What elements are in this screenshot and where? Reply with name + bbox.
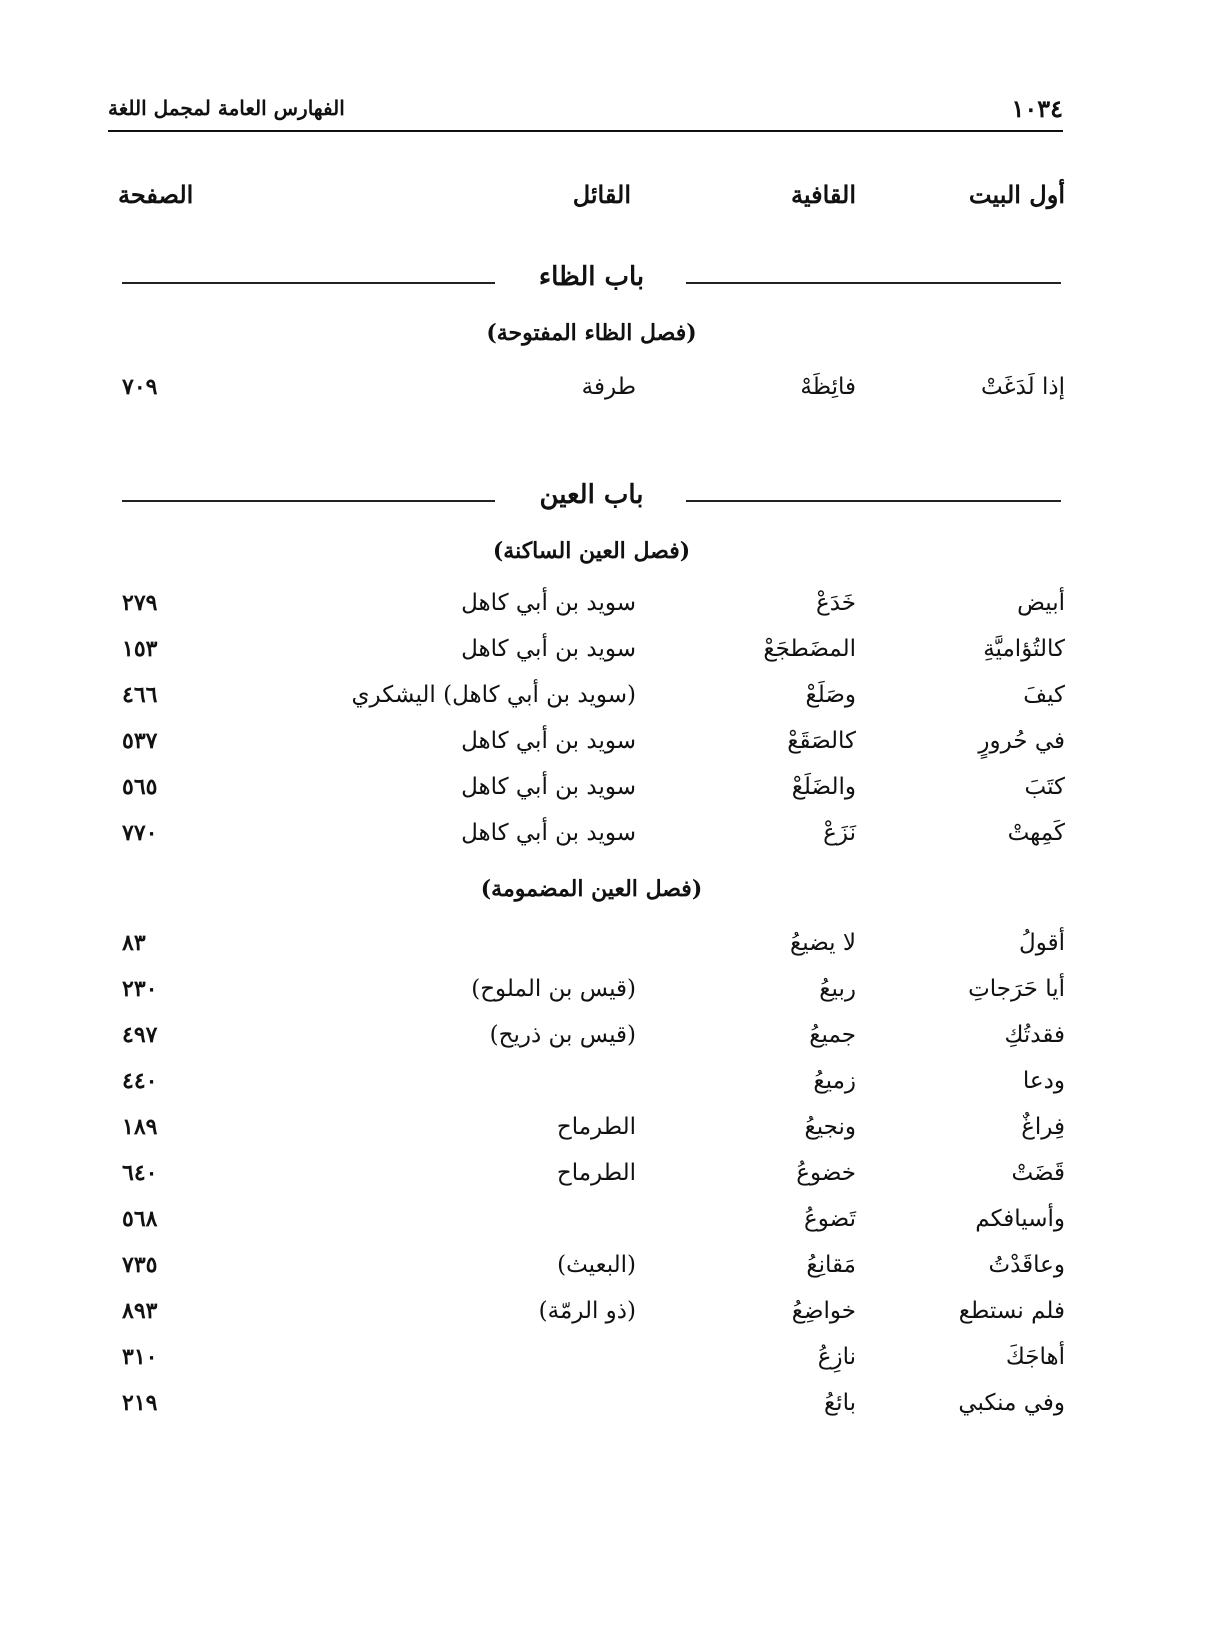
rhyme-cell: مَقانِعُ xyxy=(806,1252,856,1278)
entry-list xyxy=(0,374,1231,420)
first-word-cell: أبيض xyxy=(1017,590,1065,616)
table-row xyxy=(0,1114,1231,1160)
poet-cell: طرفة xyxy=(581,374,636,400)
rhyme-cell: ربيعُ xyxy=(819,976,856,1002)
table-row xyxy=(0,820,1231,866)
rhyme-cell: خضوعُ xyxy=(796,1160,856,1186)
first-word-cell: وأسيافكم xyxy=(975,1206,1065,1232)
page-cell: ١٨٩ xyxy=(122,1114,158,1140)
rhyme-cell: نازِعُ xyxy=(817,1344,856,1370)
poet-cell: الطرماح xyxy=(556,1160,636,1186)
table-row xyxy=(0,1206,1231,1252)
divider xyxy=(122,500,495,502)
page-cell: ٨٣ xyxy=(122,930,146,956)
divider xyxy=(122,282,495,284)
rhyme-cell: جميعُ xyxy=(809,1022,856,1048)
poet-cell: (قيس بن ذريح) xyxy=(489,1022,636,1048)
rhyme-cell: لا يضيعُ xyxy=(790,930,856,956)
first-word-cell: فِراغٌ xyxy=(1021,1114,1065,1140)
poet-cell: (ذو الرمّة) xyxy=(538,1298,636,1324)
page-cell: ٤٤٠ xyxy=(122,1068,158,1094)
column-header-page: الصفحة xyxy=(118,180,194,209)
table-row xyxy=(0,728,1231,774)
page-cell: ١٥٣ xyxy=(122,636,158,662)
rhyme-cell: كالصَقَعْ xyxy=(787,728,856,754)
poet-cell: (سويد بن أبي كاهل) اليشكري xyxy=(351,682,636,708)
first-word-cell: وفي منكبي xyxy=(958,1390,1065,1416)
rhyme-cell: والضَلَعْ xyxy=(791,774,856,800)
table-row xyxy=(0,1068,1231,1114)
first-word-cell: كالتُؤاميَّةِ xyxy=(983,636,1065,662)
first-word-cell: فقدتُكِ xyxy=(1004,1022,1065,1048)
first-word-cell: كتَبَ xyxy=(1024,774,1065,800)
page-cell: ٥٦٥ xyxy=(122,774,158,800)
rhyme-cell: زميعُ xyxy=(813,1068,856,1094)
page-cell: ٦٤٠ xyxy=(122,1160,158,1186)
column-header-first-word: أول البيت xyxy=(968,180,1065,209)
first-word-cell: أقولُ xyxy=(1019,930,1065,956)
first-word-cell: قَضَتْ xyxy=(1011,1160,1065,1186)
section-heading xyxy=(122,262,1061,302)
page-cell: ٢١٩ xyxy=(122,1390,158,1416)
rhyme-cell: وصَلَعْ xyxy=(805,682,856,708)
table-row xyxy=(0,374,1231,420)
table-row xyxy=(0,1160,1231,1206)
running-header xyxy=(108,92,1063,132)
page-cell: ٧٣٥ xyxy=(122,1252,158,1278)
first-word-cell: ودعا xyxy=(1022,1068,1065,1094)
table-row xyxy=(0,930,1231,976)
page-cell: ٤٩٧ xyxy=(122,1022,158,1048)
section-title: باب العين xyxy=(539,480,644,510)
page-cell: ٥٣٧ xyxy=(122,728,158,754)
first-word-cell: في حُرورٍ xyxy=(978,728,1065,754)
page-cell: ٢٧٩ xyxy=(122,590,158,616)
rhyme-cell: المضَطجَعْ xyxy=(763,636,856,662)
table-row xyxy=(0,1390,1231,1436)
rhyme-cell: خواضِعُ xyxy=(791,1298,856,1324)
first-word-cell: أيا حَرَجاتِ xyxy=(968,976,1065,1002)
table-row xyxy=(0,590,1231,636)
page-cell: ٢٣٠ xyxy=(122,976,158,1002)
poet-cell: (البعيث) xyxy=(557,1252,636,1278)
entry-list xyxy=(0,930,1231,1436)
poet-cell: الطرماح xyxy=(556,1114,636,1140)
first-word-cell: كيفَ xyxy=(1023,682,1065,708)
page-cell: ٤٦٦ xyxy=(122,682,158,708)
first-word-cell: إذا لَدَغَتْ xyxy=(980,374,1065,400)
page-cell: ٧٧٠ xyxy=(122,820,158,846)
table-row xyxy=(0,1298,1231,1344)
rhyme-cell: بائعُ xyxy=(823,1390,856,1416)
page-cell: ٣١٠ xyxy=(122,1344,158,1370)
first-word-cell: فلم نستطع xyxy=(958,1298,1065,1324)
rhyme-cell: فائِظَهْ xyxy=(800,374,856,400)
subsection-title: (فصل العين الساكنة) xyxy=(492,538,691,564)
section-heading xyxy=(122,480,1061,520)
first-word-cell: كَمِهتْ xyxy=(1007,820,1065,846)
column-header-rhyme: القافية xyxy=(790,180,856,209)
rhyme-cell: ونجيعُ xyxy=(804,1114,856,1140)
poet-cell: سويد بن أبي كاهل xyxy=(461,636,636,662)
table-row xyxy=(0,976,1231,1022)
table-row xyxy=(0,1022,1231,1068)
section-title: باب الظاء xyxy=(538,262,645,292)
first-word-cell: وعاقَدْتُ xyxy=(988,1252,1065,1278)
poet-cell: (قيس بن الملوح) xyxy=(471,976,636,1002)
rhyme-cell: خَدَعْ xyxy=(815,590,856,616)
column-header-poet: القائل xyxy=(572,180,631,209)
page-number: ١٠٣٤ xyxy=(1011,94,1063,123)
subsection-title: (فصل الظاء المفتوحة) xyxy=(486,320,697,346)
table-row xyxy=(0,1344,1231,1390)
poet-cell: سويد بن أبي كاهل xyxy=(461,728,636,754)
rhyme-cell: تَضوعُ xyxy=(804,1206,856,1232)
first-word-cell: أهاجَكَ xyxy=(1005,1344,1065,1370)
poet-cell: سويد بن أبي كاهل xyxy=(461,590,636,616)
running-title: الفهارس العامة لمجمل اللغة xyxy=(108,96,345,120)
table-row xyxy=(0,1252,1231,1298)
page-cell: ٨٩٣ xyxy=(122,1298,158,1324)
page-cell: ٥٦٨ xyxy=(122,1206,158,1232)
poet-cell: سويد بن أبي كاهل xyxy=(461,820,636,846)
table-row xyxy=(0,636,1231,682)
poet-cell: سويد بن أبي كاهل xyxy=(461,774,636,800)
subsection-title: (فصل العين المضمومة) xyxy=(480,876,703,902)
entry-list xyxy=(0,590,1231,866)
rhyme-cell: نَزَعْ xyxy=(823,820,856,846)
page-cell: ٧٠٩ xyxy=(122,374,158,400)
table-row xyxy=(0,774,1231,820)
table-row xyxy=(0,682,1231,728)
